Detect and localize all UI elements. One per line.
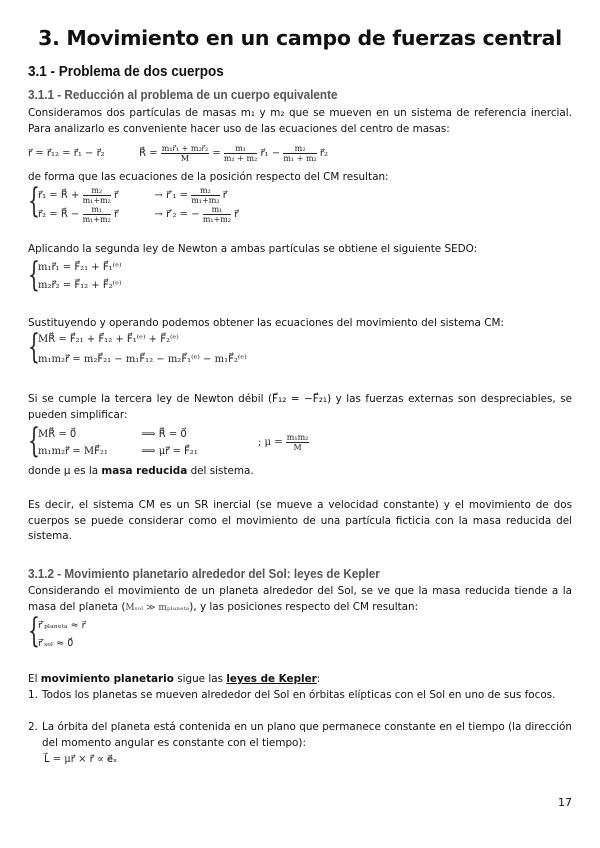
eq6-line-2: r⃗′ₛₒₗ ≈ 0⃗: [38, 638, 74, 649]
eq2-r2a-frac: [83, 205, 111, 224]
eq1-frac2: [283, 144, 316, 163]
eq5-l2b: ⟹ μr⃗̈ = F⃗₂₁: [141, 446, 198, 457]
eq2-r2a: r⃗₂ = R⃗ −: [38, 209, 80, 220]
eq2-r2b: → r⃗′₂ = −: [154, 209, 200, 220]
eq2-r2a-end: r⃗: [114, 209, 119, 220]
page-number: 17: [558, 796, 572, 809]
eq2-r1a: r⃗₁ = R⃗ +: [38, 190, 80, 201]
p6-pre: donde μ es la: [28, 465, 102, 477]
eq1-eq: =: [212, 148, 221, 159]
eq5-brace: {: [28, 421, 40, 461]
page-title: 3. Movimiento en un campo de fuerzas central: [38, 26, 562, 50]
eq1-frac1: [224, 144, 257, 163]
eq1-R-den: M: [180, 154, 190, 163]
eq3-line-1: m₁r⃗̈₁ = F⃗₂₁ + F⃗₁⁽ᵉ⁾: [38, 262, 122, 273]
list-text: Todos los planetas se mueven alrededor del Sol en órbitas elípticas con el Sol en uno de sus focos.: [42, 689, 556, 701]
p9-mid: sigue las: [173, 673, 227, 685]
eq2-r2a-den: m₁+m₂: [82, 215, 111, 224]
eq5-mu-frac: [286, 433, 310, 452]
eq2-r1a-num: m₂: [83, 186, 111, 196]
eq2-line-1: [38, 186, 227, 205]
eq3-line-2: m₂r⃗̈₂ = F⃗₁₂ + F⃗₂⁽ᵉ⁾: [38, 280, 122, 291]
eq5-l2a: m₁m₂r⃗̈ = MF⃗₂₁: [38, 446, 108, 457]
paragraph-kepler-intro: [28, 672, 572, 688]
section-heading: 3.1 - Problema de dos cuerpos: [28, 63, 224, 80]
paragraph-third-law: Si se cumple la tercera ley de Newton débil (F⃗₁₂ = −F⃗₂₁) y las fuerzas externas son despreciables, se pueden simplificar:: [28, 393, 572, 421]
eq5-l1a: MR⃗̈ = 0⃗: [38, 429, 77, 440]
paragraph-conclusion: Es decir, el sistema CM es un SR inercial (se mueve a velocidad constante) y el movimiento de dos cuerpos se puede considerar como el movimiento de una partícula ficticia con la masa reducida del sistema.: [28, 499, 572, 543]
eq2-r1b-den: m₁+m₂: [191, 196, 220, 205]
list-text: La órbita del planeta está contenida en un plano que permanece constante en el tiempo (la dirección del momento angular es constante con el tiempo):: [42, 721, 572, 749]
eq2-r2b-end: r⃗: [234, 209, 239, 220]
eq1-f1-den: m₁ + m₂: [223, 154, 258, 163]
eq5-reduced-mass: [258, 433, 309, 452]
paragraph-cm-positions: de forma que las ecuaciones de la posición respecto del CM resultan:: [28, 171, 389, 183]
equation-angular-momentum: L⃗ = μr⃗ × r⃗̇ ∝ e⃗ₓ: [44, 754, 118, 765]
eq5-l1b: ⟹ R⃗̈ = 0⃗: [141, 429, 187, 440]
paragraph-substituting: Sustituyendo y operando podemos obtener las ecuaciones del movimiento del sistema CM:: [28, 317, 504, 329]
eq1-f2-num: m₂: [283, 144, 316, 154]
eq5-mu-num: m₁m₂: [286, 433, 309, 442]
eq6-line-1: r⃗′ₚₗₐₙₑₜₐ ≈ r⃗: [38, 620, 86, 631]
p6-post: del sistema.: [187, 465, 254, 477]
eq5-mu: ; μ =: [258, 437, 283, 448]
eq1-mid: r⃗₁ −: [260, 148, 281, 159]
eq2-r1b-num: m₂: [191, 186, 219, 196]
p9-pre: El: [28, 673, 41, 685]
eq2-line-2: [38, 205, 238, 224]
eq6-brace: {: [28, 611, 40, 651]
list-number: 2.: [28, 721, 38, 733]
eq1-end: r⃗₂: [319, 148, 329, 159]
eq2-r2b-den: m₁+m₂: [202, 215, 232, 224]
subsection-heading-1: 3.1.1 - Reducción al problema de un cuerpo equivalente: [28, 87, 338, 102]
eq1-f2-den: m₁ + m₂: [283, 154, 317, 163]
p9-bold: movimiento planetario: [40, 673, 174, 685]
kepler-laws-link[interactable]: leyes de Kepler: [226, 673, 317, 685]
eq4-brace: {: [28, 327, 40, 367]
p8-pre: Considerando el movimiento de un planeta alrededor del Sol, se ve que la masa reducida tiende a la masa del planeta (: [28, 585, 572, 613]
eq3-brace: {: [28, 255, 40, 295]
eq2-r2a-num: m₁: [83, 205, 111, 215]
p9-post: :: [316, 673, 321, 685]
paragraph-reduced-mass: [28, 464, 572, 480]
paragraph-planetary: [28, 584, 572, 616]
eq1-R-num: m₁r⃗₁ + m₂r⃗₂: [161, 144, 209, 153]
eq2-r1b-frac: [191, 186, 219, 205]
p6-bold: masa reducida: [101, 465, 188, 477]
eq2-r2b-frac: [203, 205, 231, 224]
eq1-R-frac: [161, 144, 209, 163]
eq2-r1a-end: r⃗: [114, 190, 119, 201]
p8-math: Mₛₒₗ ≫ mₚₗₐₙₑₜₐ: [125, 602, 190, 613]
eq1-r: r⃗ = r⃗₁₂ = r⃗₁ − r⃗₂: [28, 148, 105, 159]
eq5-line-2: [38, 446, 198, 457]
eq1-R-left: R⃗ =: [139, 148, 158, 159]
eq4-line-2: m₁m₂r⃗̈ = m₂F⃗₂₁ − m₁F⃗₁₂ − m₂F⃗₁⁽ᵉ⁾ − m₁F⃗₂⁽ᵉ⁾: [38, 354, 247, 365]
eq2-r1b-end: r⃗: [222, 190, 227, 201]
eq2-r2b-num: m₁: [203, 205, 231, 215]
eq2-r1b: → r⃗′₁ =: [154, 190, 189, 201]
eq2-r1a-den: m₁+m₂: [82, 196, 111, 205]
eq1-f1-num: m₁: [224, 144, 257, 154]
eq5-mu-den: M: [293, 443, 302, 452]
equation-relative-position: [28, 144, 328, 163]
paragraph-intro: Consideramos dos partículas de masas m₁ y m₂ que se mueven en un sistema de referencia inercial. Para analizarlo es conveniente hacer uso de las ecuaciones del centro de masas:: [28, 107, 572, 135]
eq5-line-1: [38, 429, 187, 440]
eq2-brace: {: [28, 181, 40, 221]
list-item: [28, 720, 572, 751]
p8-post: ), y las posiciones respecto del CM resultan:: [189, 600, 419, 613]
list-number: 1.: [28, 689, 38, 701]
list-item: [28, 688, 572, 704]
eq4-line-1: MR⃗̈ = F⃗₂₁ + F⃗₁₂ + F⃗₁⁽ᵉ⁾ + F⃗₂⁽ᵉ⁾: [38, 334, 179, 345]
eq2-r1a-frac: [83, 186, 111, 205]
paragraph-newton: Aplicando la segunda ley de Newton a ambas partículas se obtiene el siguiente SEDO:: [28, 243, 478, 255]
subsection-heading-2: 3.1.2 - Movimiento planetario alrededor del Sol: leyes de Kepler: [28, 566, 380, 581]
